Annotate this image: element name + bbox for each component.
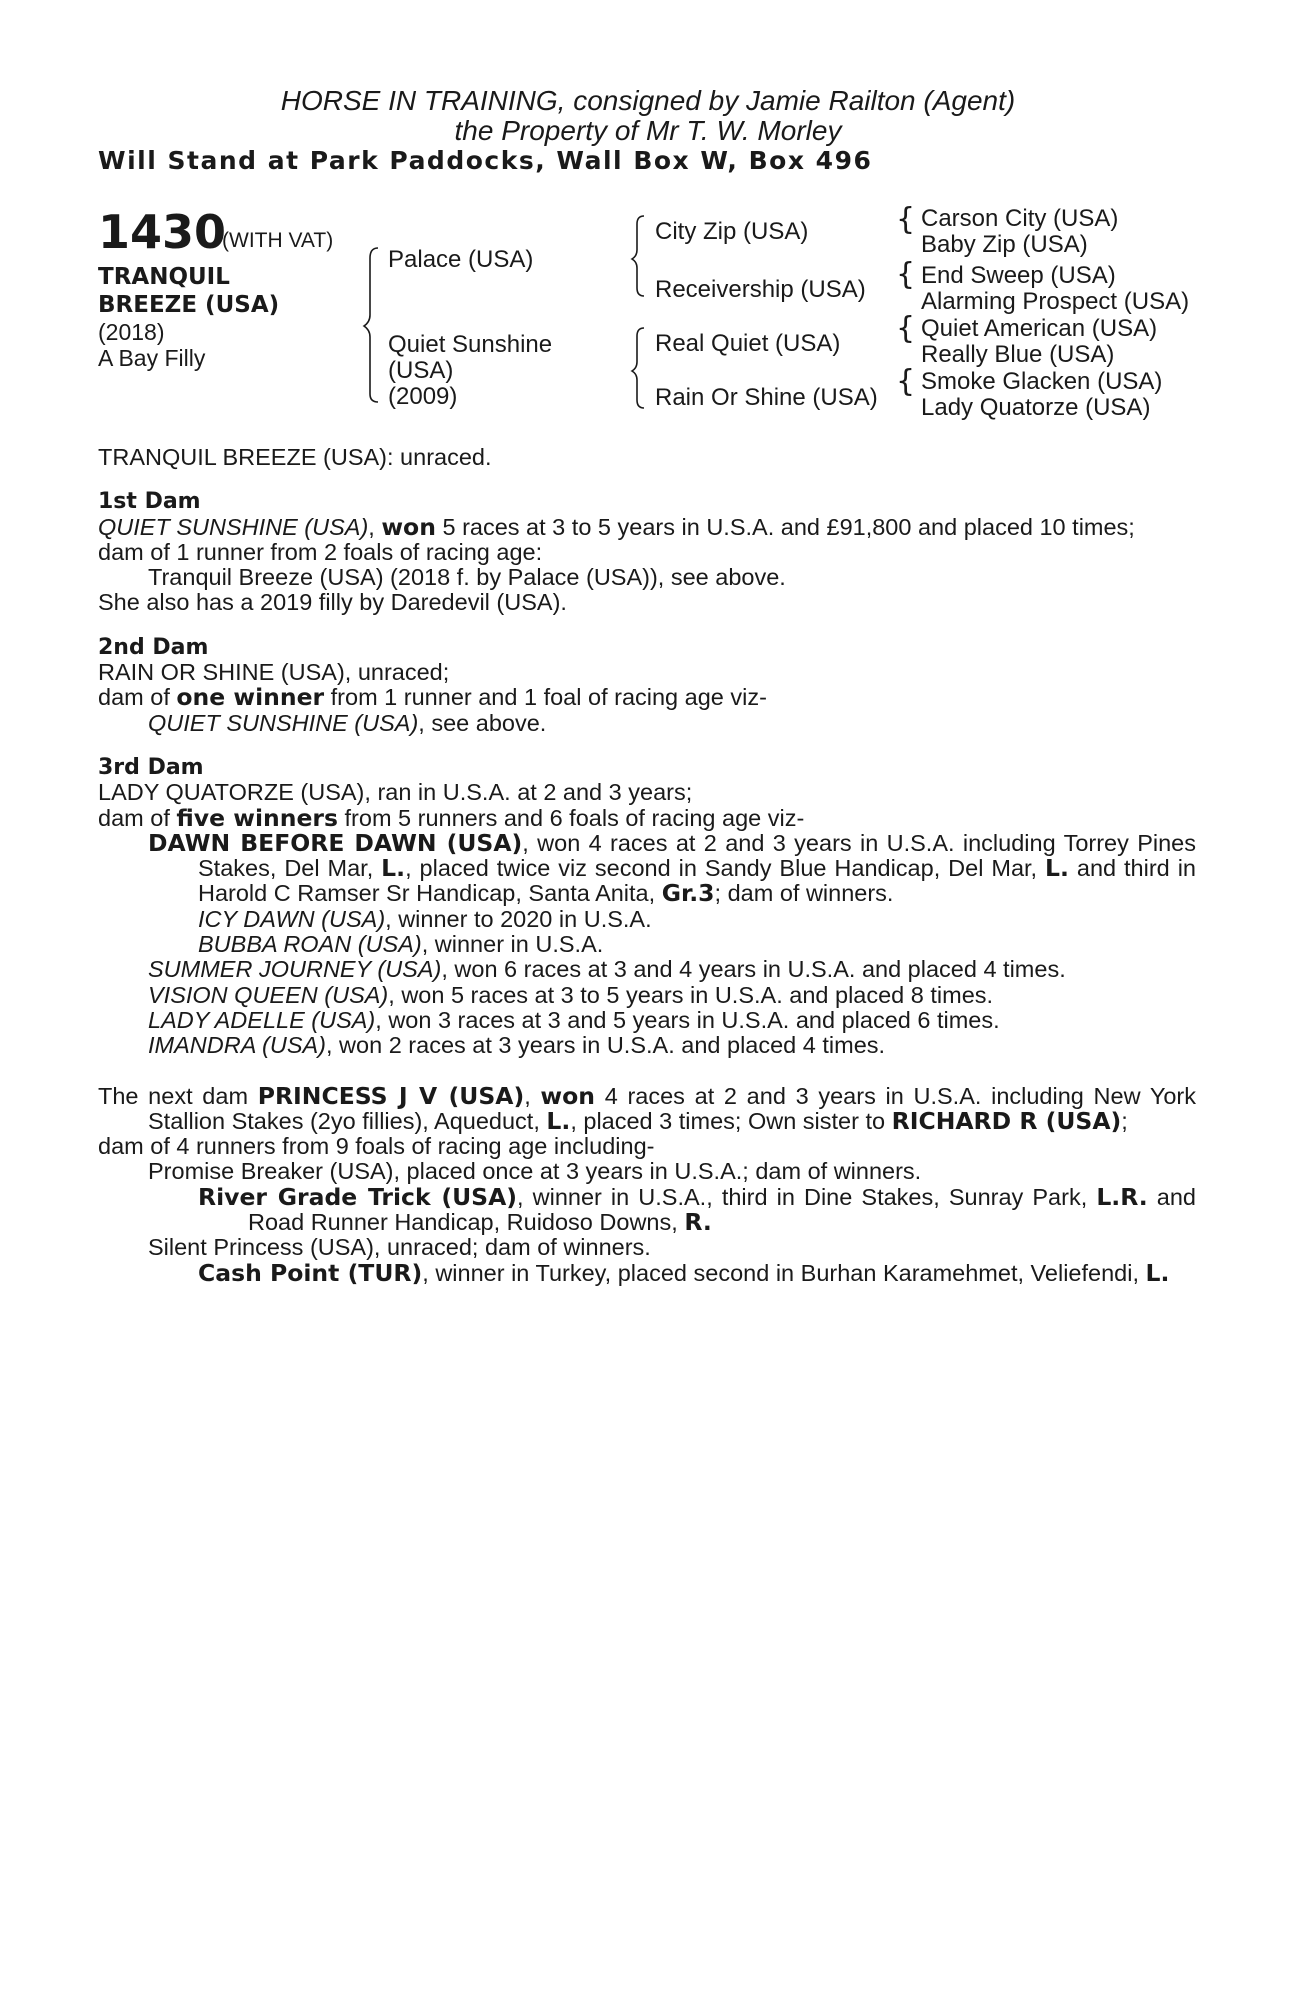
consignor-line: HORSE IN TRAINING, consigned by Jamie Railton (Agent)	[280, 85, 1016, 116]
pedigree-g8: Lady Quatorze (USA)	[921, 394, 1151, 421]
produce-entry: DAWN BEFORE DAWN (USA), won 4 races at 2 and 3 years in U.S.A. including Torrey Pines Stakes, Del Mar, L., placed twice viz second in Sandy Blue Handicap, Del Mar, L. and third in Harold C Ramser Sr Handicap, Santa Anita, Gr.3; dam of winners.	[148, 828, 1196, 908]
won-label: won	[381, 512, 436, 541]
pedigree-g6: Really Blue (USA)	[921, 341, 1115, 368]
produce-entry: Tranquil Breeze (USA) (2018 f. by Palace (USA)), see above.	[148, 564, 786, 591]
produce-entry: SUMMER JOURNEY (USA), won 6 races at 3 and 4 years in U.S.A. and placed 4 times.	[148, 956, 1066, 983]
pedigree-g5: Quiet American (USA)	[921, 315, 1158, 342]
produce-entry: IMANDRA (USA), won 2 races at 3 years in U.S.A. and placed 4 times.	[148, 1032, 886, 1059]
produce-entry: Silent Princess (USA), unraced; dam of winners.	[148, 1234, 651, 1261]
produce-entry: Cash Point (TUR), winner in Turkey, placed second in Burhan Karamehmet, Veliefendi, L.	[198, 1258, 1170, 1287]
produce-entry: QUIET SUNSHINE (USA), see above.	[148, 709, 547, 736]
pedigree-dam-year: (2009)	[388, 383, 458, 410]
horse-description: A Bay Filly	[98, 345, 206, 371]
pedigree-dam-line1: Quiet Sunshine	[388, 331, 553, 358]
second-dam-produce: dam of one winner from 1 runner and 1 foal of racing age viz-	[98, 683, 767, 712]
produce-entry: VISION QUEEN (USA), won 5 races at 3 to 5 years in U.S.A. and placed 8 times.	[148, 981, 994, 1008]
next-dam-produce: dam of 4 runners from 9 foals of racing age including-	[98, 1133, 655, 1160]
pedigree-g2: Baby Zip (USA)	[921, 231, 1088, 258]
pedigree-dam-sire: Real Quiet (USA)	[655, 330, 841, 357]
pedigree-g7: Smoke Glacken (USA)	[921, 368, 1163, 395]
vat-label: (WITH VAT)	[222, 229, 334, 252]
next-dam-record: The next dam PRINCESS J V (USA), won 4 races at 2 and 3 years in U.S.A. including New York Stallion Stakes (2yo fillies), Aqueduct, L., placed 3 times; Own sister to RICHARD R (USA);	[98, 1081, 1196, 1135]
property-line: the Property of Mr T. W. Morley	[454, 115, 842, 146]
pedigree-sire-sire: City Zip (USA)	[655, 218, 809, 245]
third-dam-record: LADY QUATORZE (USA), ran in U.S.A. at 2 and 3 years;	[98, 779, 693, 806]
pedigree-dam-line2: (USA)	[388, 357, 454, 384]
foaling-year: (2018)	[98, 319, 165, 345]
produce-entry: BUBBA ROAN (USA), winner in U.S.A.	[198, 931, 604, 958]
third-dam-produce: dam of five winners from 5 runners and 6 foals of racing age viz-	[98, 803, 805, 832]
horse-name-line1: TRANQUIL	[98, 264, 230, 290]
pedigree-dam-dam: Rain Or Shine (USA)	[655, 384, 878, 411]
race-summary: TRANQUIL BREEZE (USA): unraced.	[98, 444, 492, 470]
produce-entry: Promise Breaker (USA), placed once at 3 years in U.S.A.; dam of winners.	[148, 1158, 922, 1185]
pedigree-dam	[388, 332, 552, 410]
lot-number: 1430	[98, 205, 227, 259]
stand-location: Will Stand at Park Paddocks, Wall Box W, Box 496	[98, 146, 873, 175]
horse-name-line2: BREEZE (USA)	[98, 292, 280, 318]
pedigree-g1: Carson City (USA)	[921, 205, 1119, 232]
third-dam-heading: 3rd Dam	[98, 754, 204, 780]
yearling-note: She also has a 2019 filly by Daredevil (USA).	[98, 589, 567, 616]
produce-entry: LADY ADELLE (USA), won 3 races at 3 and 5 years in U.S.A. and placed 6 times.	[148, 1006, 1000, 1033]
first-dam-record: QUIET SUNSHINE (USA), won 5 races at 3 to 5 years in U.S.A. and £91,800 and placed 10 times;	[98, 512, 1135, 541]
pedigree-g4: Alarming Prospect (USA)	[921, 288, 1190, 315]
catalogue-body	[98, 445, 1196, 1286]
pedigree-brace: {	[896, 257, 916, 292]
first-dam-heading: 1st Dam	[98, 489, 201, 515]
second-dam-heading: 2nd Dam	[98, 634, 209, 660]
dam-name: QUIET SUNSHINE (USA)	[98, 513, 369, 540]
produce-entry: ICY DAWN (USA), winner to 2020 in U.S.A.	[198, 905, 652, 932]
pedigree-brace: {	[896, 311, 916, 346]
pedigree-sire: Palace (USA)	[388, 246, 534, 273]
pedigree-sire-dam: Receivership (USA)	[655, 276, 866, 303]
pedigree-brace: {	[896, 364, 916, 399]
produce-entry: River Grade Trick (USA), winner in U.S.A., third in Dine Stakes, Sunray Park, L.R. and Road Runner Handicap, Ruidoso Downs, R.	[198, 1182, 1196, 1237]
pedigree-g3: End Sweep (USA)	[921, 262, 1116, 289]
first-dam-produce: dam of 1 runner from 2 foals of racing age:	[98, 538, 543, 565]
second-dam-record: RAIN OR SHINE (USA), unraced;	[98, 659, 450, 686]
pedigree-brace: {	[896, 202, 916, 237]
